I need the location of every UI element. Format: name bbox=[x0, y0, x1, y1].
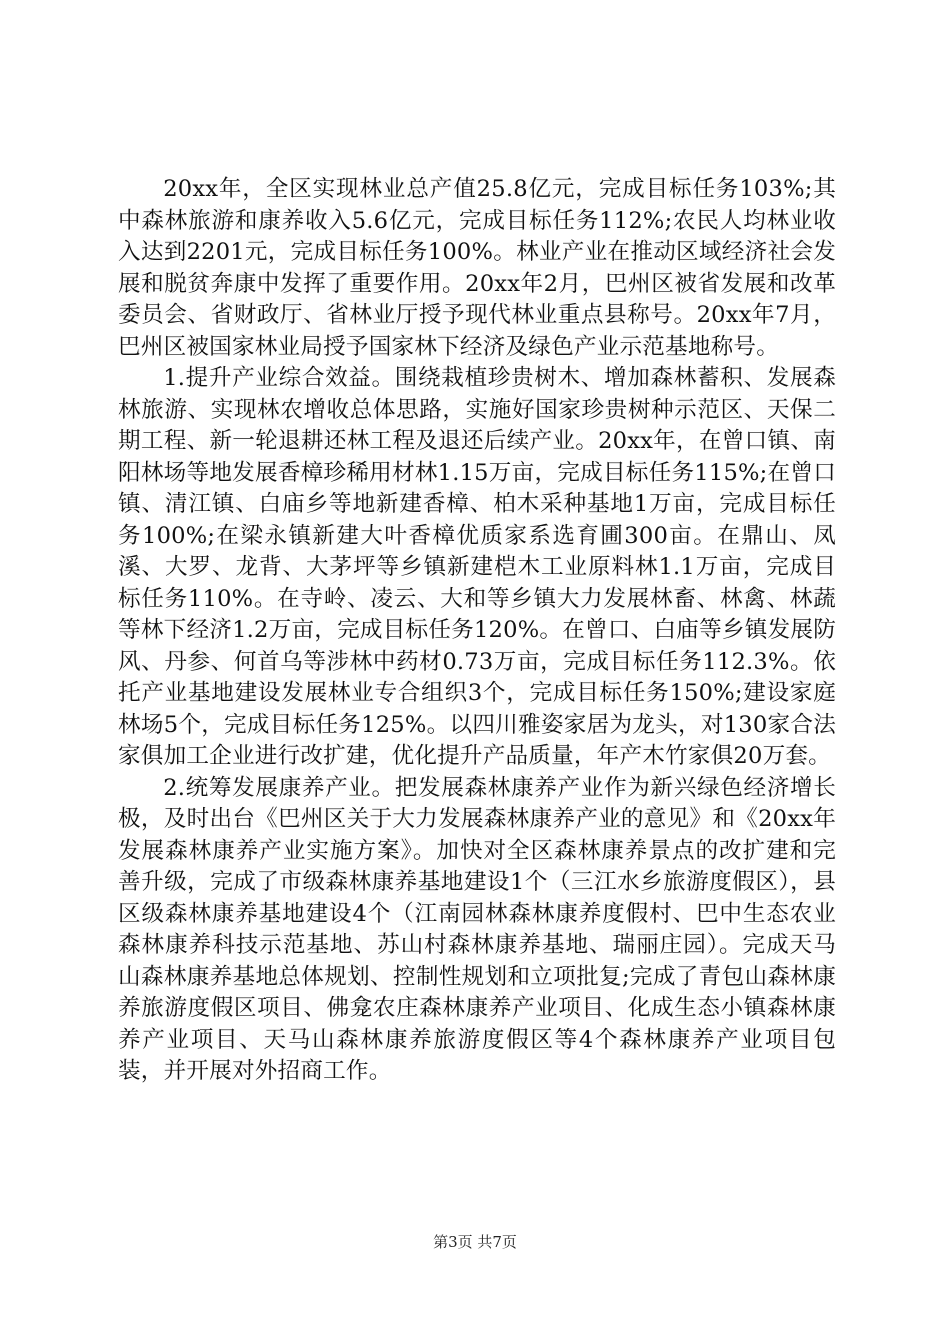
page-footer: 第3页 共7页 bbox=[433, 1233, 517, 1251]
document-body bbox=[118, 174, 836, 1088]
paragraph-overview: 20xx年，全区实现林业总产值25.8亿元，完成目标任务103%;其中森林旅游和康养收入5.6亿元，完成目标任务112%;农民人均林业收入达到2201元，完成目标任务100%。林业产业在推动区域经济社会发展和脱贫奔康中发挥了重要作用。20xx年2月，巴州区被省发展和改革委员会、省财政厅、省林业厅授予现代林业重点县称号。20xx年7月，巴州区被国家林业局授予国家林下经济及绿色产业示范基地称号。 bbox=[118, 176, 836, 360]
paragraph-industry-benefits: 1.提升产业综合效益。围绕栽植珍贵树木、增加森林蓄积、发展森林旅游、实现林农增收总体思路，实施好国家珍贵树种示范区、天保二期工程、新一轮退耕还林工程及退还后续产业。20xx年，在曾口镇、南阳林场等地发展香樟珍稀用材林1.15万亩，完成目标任务115%;在曾口镇、清江镇、白庙乡等地新建香樟、柏木采种基地1万亩，完成目标任务100%;在梁永镇新建大叶香樟优质家系选育圃300亩。在鼎山、凤溪、大罗、龙背、大茅坪等乡镇新建桤木工业原料林1.1万亩，完成目标任务110%。在寺岭、凌云、大和等乡镇大力发展林畜、林禽、林蔬等林下经济1.2万亩，完成目标任务120%。在曾口、白庙等乡镇发展防风、丹参、何首乌等涉林中药材0.73万亩，完成目标任务112.3%。依托产业基地建设发展林业专合组织3个，完成目标任务150%;建设家庭林场5个，完成目标任务125%。以四川雅姿家居为龙头，对130家合法家俱加工企业进行改扩建，优化提升产品质量，年产木竹家俱20万套。 bbox=[118, 365, 836, 769]
paragraph-wellness-industry: 2.统筹发展康养产业。把发展森林康养产业作为新兴绿色经济增长极，及时出台《巴州区关于大力发展森林康养产业的意见》和《20xx年发展森林康养产业实施方案》。加快对全区森林康养景点的改扩建和完善升级，完成了市级森林康养基地建设1个（三江水乡旅游度假区），县区级森林康养基地建设4个（江南园林森林康养度假村、巴中生态农业森林康养科技示范基地、苏山村森林康养基地、瑞丽庄园）。完成天马山森林康养基地总体规划、控制性规划和立项批复;完成了青包山森林康养旅游度假区项目、佛龛农庄森林康养产业项目、化成生态小镇森林康养产业项目、天马山森林康养旅游度假区等4个森林康养产业项目包装，并开展对外招商工作。 bbox=[118, 774, 836, 1084]
